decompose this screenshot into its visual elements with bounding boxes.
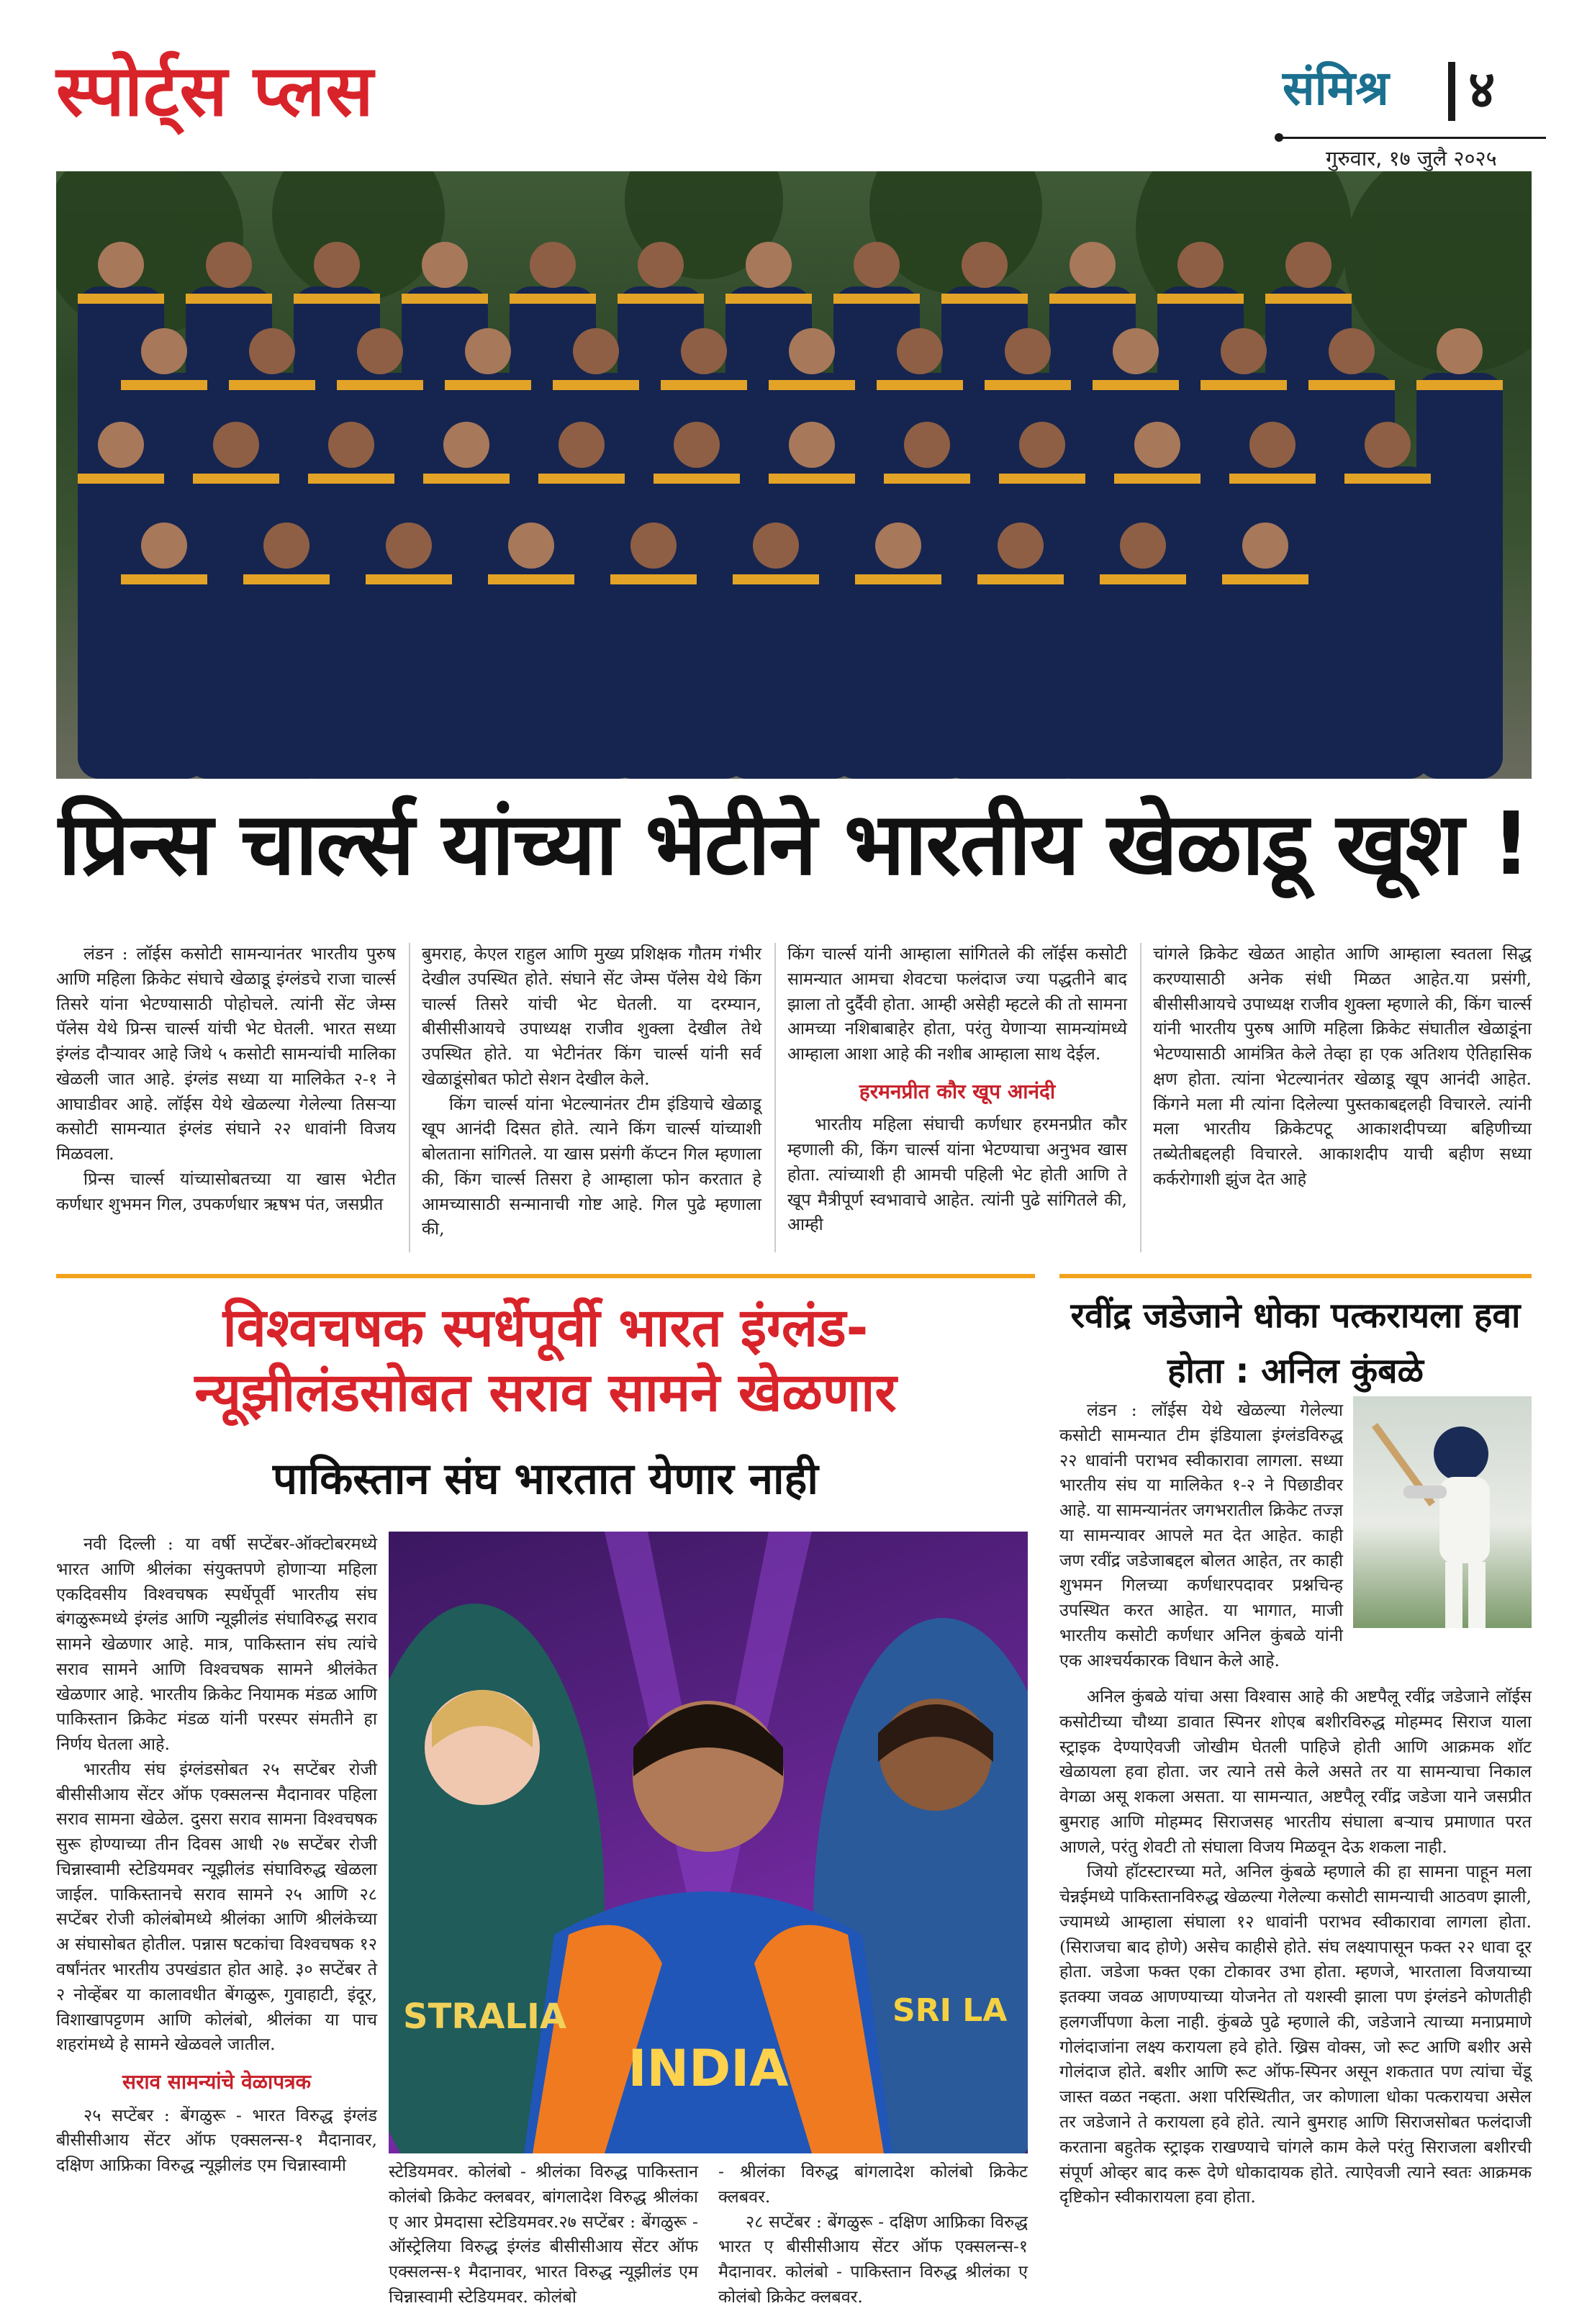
story2-column-3 — [718, 2159, 1028, 2310]
jersey-trim — [510, 294, 596, 304]
player-head — [1113, 328, 1159, 374]
column-rule — [409, 943, 410, 1252]
story2-headline — [56, 1296, 1035, 1426]
player-head — [1070, 242, 1116, 288]
player-head — [206, 242, 252, 288]
player-head — [897, 328, 943, 374]
jersey-trim — [193, 474, 279, 484]
jersey-trim — [725, 294, 812, 304]
jersey-trim — [1049, 294, 1136, 304]
player-head — [1134, 422, 1180, 468]
player-head — [638, 242, 684, 288]
player-head — [314, 242, 360, 288]
jersey-trim — [402, 294, 488, 304]
jersey-trim — [1100, 574, 1186, 584]
story2-column-2 — [389, 2159, 698, 2310]
schedule-para1: २५ सप्टेंबर : बेंगळुरू - भारत विरुद्ध इंग्लंड बीसीसीआय सेंटर ऑफ एक्सलन्स-१ मैदानावर, दक्षिण आफ्रिका विरुद्ध न्यूझीलंड एम चिन्नास्वामी — [56, 2104, 377, 2176]
player-head — [465, 328, 511, 374]
jersey-trim — [78, 474, 164, 484]
jersey-trim — [769, 474, 855, 484]
player-head — [249, 328, 295, 374]
player-head — [681, 328, 727, 374]
player-head — [875, 523, 921, 569]
player-head — [263, 523, 309, 569]
harmanpreet-subhead: हरमनप्रीत कौर खूप आनंदी — [859, 1079, 1056, 1103]
jadeja-batting-photo — [1353, 1396, 1532, 1628]
jersey-trim — [1222, 574, 1308, 584]
player-head — [1329, 328, 1375, 374]
player-head — [1437, 328, 1483, 374]
player-head — [789, 328, 835, 374]
player-head — [1019, 422, 1065, 468]
lead-col2-para1: बुमराह, केएल राहुल आणि मुख्य प्रशिक्षक गौतम गंभीर देखील उपस्थित होते. संघाने सेंट जेम्स पॅलेस येथे किंग चार्ल्स तिसरे यांची भेट घेतली. या दरम्यान, बीसीसीआयचे उपाध्यक्ष राजीव शुक्ला देखील तेथे उपस्थित होते. या भेटीनंतर किंग चार्ल्स यांनी सर्व खेळाडूंसोबत फोटो सेशन देखील केले. — [422, 944, 761, 1089]
issue-date: गुरुवार, १७ जुलै २०२५ — [1326, 146, 1497, 171]
story2-para1: नवी दिल्ली : या वर्षी सप्टेंबर-ऑक्टोबरमध्ये भारत आणि श्रीलंका संयुक्तपणे होणाऱ्या महिला एकदिवसीय विश्वचषक स्पर्धेपूर्वी भारतीय संघ बंगळुरूमध्ये इंग्लंड आणि न्यूझीलंड संघाविरुद्ध सराव सामने खेळणार आहे. मात्र, पाकिस्तान संघ त्यांचे सराव सामने आणि विश्वचषक सामने श्रीलंकेत खेळणार आहे. भारतीय क्रिकेट नियामक मंडळ आणि पाकिस्तान क्रिकेट मंडळ यांनी परस्पर संमतीने हा निर्णय घेतला आहे. — [56, 1534, 377, 1755]
page-number: ४ — [1468, 59, 1496, 119]
lead-column-2 — [422, 941, 761, 1242]
jersey-trim — [833, 294, 920, 304]
story2-headline-line2: न्यूझीलंडसोबत सराव सामने खेळणार — [194, 1362, 897, 1424]
jersey-trim — [1416, 380, 1503, 390]
player-jersey — [733, 567, 819, 779]
masthead-rule — [1280, 137, 1546, 139]
jersey-trim — [1093, 380, 1179, 390]
jersey-trim — [445, 380, 531, 390]
player-head — [559, 422, 605, 468]
player-head — [422, 242, 468, 288]
player-head — [753, 523, 799, 569]
jersey-trim — [229, 380, 315, 390]
lead-col4-para1: चांगले क्रिकेट खेळत आहोत आणि आम्हाला स्वतला सिद्ध करण्यासाठी अनेक संधी मिळत आहेत.या प्रसंगी, बीसीसीआयचे उपाध्यक्ष राजीव शुक्ला म्हणाले की, किंग चार्ल्स यांनी भारतीय पुरुष आणि महिला क्रिकेट संघातील खेळाडूंना भेटण्यासाठी आमंत्रित केले तेव्हा हा एक अतिशय ऐतिहासिक क्षण होता. त्यांना भेटल्यानंतर खेळाडू खूप आनंदी आहेत. किंगने मला मी त्यांना दिलेल्या पुस्तकाबद्दलही विचारले. त्यांनी मला भारतीय क्रिकेटपटू आकाशदीपच्या बहिणीच्या तब्येतीबद्दलही विचारले. आकाशदीप याची बहीण सध्या कर्करोगाशी झुंज देत आहे — [1153, 944, 1532, 1189]
player-head — [98, 422, 144, 468]
player-jersey — [977, 567, 1064, 779]
jersey-trim — [733, 574, 819, 584]
jersey-trim — [121, 574, 207, 584]
story2-para2: भारतीय संघ इंग्लंडसोबत २५ सप्टेंबर रोजी बीसीसीआय सेंटर ऑफ एक्सलन्स मैदानावर पहिला सराव सामना खेळेल. दुसरा सराव सामना विश्वचषक सुरू होण्याच्या तीन दिवस आधी २७ सप्टेंबर रोजी चिन्नास्वामी स्टेडियमवर न्यूझीलंड संघाविरुद्ध खेळला जाईल. पाकिस्तानचे सराव सामने २५ आणि २८ सप्टेंबर रोजी कोलंबोमध्ये श्रीलंका आणि श्रीलंकेच्या अ संघासोबत होतील. पन्नास षटकांचा विश्वचषक १२ वर्षांनंतर भारतीय उपखंडात होत आहे. ३० सप्टेंबर ते २ नोव्हेंबर या कालावधीत बेंगळुरू, गुवाहाटी, इंदूर, विशाखापट्टणम आणि कोलंबो, श्रीलंका या पाच शहरांमध्ये हे सामने खेळवले जातील. — [56, 1758, 377, 2055]
jersey-trim — [999, 474, 1085, 484]
jersey-trim — [941, 294, 1028, 304]
player-jersey — [366, 567, 452, 779]
player-jersey — [1344, 466, 1431, 779]
player-head — [854, 242, 900, 288]
jersey-trim — [610, 574, 697, 584]
jersey-trim — [294, 294, 380, 304]
jersey-trim — [186, 294, 272, 304]
jersey-trim — [985, 380, 1071, 390]
story3-column-full — [1059, 1684, 1532, 2210]
player-head — [530, 242, 576, 288]
jersey-trim — [618, 294, 704, 304]
player-head — [1177, 242, 1224, 288]
schedule-para4: २८ सप्टेंबर : बेंगळुरू - दक्षिण आफ्रिका विरुद्ध भारत ए बीसीसीआय सेंटर ऑफ एक्सलन्स-१ मैदानावर. कोलंबो - पाकिस्तान विरुद्ध श्रीलंका ए कोलंबो क्रिकेट क्लबवर. — [718, 2211, 1028, 2307]
story3-headline: रवींद्र जडेजाने धोका पत्करायला हवा होता : अनिल कुंबळे — [1070, 1296, 1521, 1391]
lead-col3-para2: भारतीय महिला संघाची कर्णधार हरमनप्रीत कौर म्हणाली की, किंग चार्ल्स यांना भेटण्याचा अनुभव खास होता. त्यांच्याशी ही आमची पहिली भेट होती आणि ते खूप मैत्रीपूर्ण स्वभावाचे आहेत. त्यांनी पुढे सांगितले की, आम्ही — [787, 1114, 1127, 1235]
player-head — [1221, 328, 1267, 374]
player-head — [1242, 523, 1288, 569]
jersey-trim — [1229, 474, 1316, 484]
jersey-trim — [855, 574, 941, 584]
schedule-subhead: सराव सामन्यांचे वेळापत्रक — [122, 2070, 312, 2094]
player-head — [386, 523, 432, 569]
player-head — [789, 422, 835, 468]
jersey-trim — [977, 574, 1064, 584]
player-head — [573, 328, 619, 374]
player-head — [962, 242, 1008, 288]
team-with-king-photo — [56, 171, 1532, 779]
jersey-trim — [366, 574, 452, 584]
story3-para1: लंडन : लॉईस येथे खेळल्या गेलेल्या कसोटी सामन्यात टीम इंडियाला इंग्लंडविरुद्ध २२ धावांनी पराभव स्वीकारावा लागला. सध्या भारतीय संघ या मालिकेत १-२ ने पिछाडीवर आहे. या सामन्यानंतर जगभरातील क्रिकेट तज्ज्ञ या सामन्यावर आपले मत देत आहेत. काही जण रवींद्र जडेजाबद्दल बोलत आहेत, तर काही शुभमन गिलच्या कर्णधारपदावर प्रश्नचिन्ह उपस्थित करत आहेत. या भागात, माजी भारतीय कसोटी कर्णधार अनिल कुंबळे यांनी एक आश्चर्यकारक विधान केले आहे. — [1059, 1400, 1343, 1670]
player-head — [141, 523, 187, 569]
jersey-trim — [78, 294, 164, 304]
story3-para2: अनिल कुंबळे यांचा असा विश्वास आहे की अष्टपैलू रवींद्र जडेजाने लॉईस कसोटीच्या चौथ्या डावात स्पिनर शोएब बशीरविरुद्ध मोहम्मद सिराज याला स्ट्राइक देण्याऐवजी जोखीम घेतली पाहिजे होती आणि आक्रमक शॉट खेळायला हवा होता. जर त्याने तसे केले असते तर या सामन्याचा निकाल वेगळा असू शकला असता. या सामन्यात, अष्टपैलू रवींद्र जडेजा याने जसप्रीत बुमराह आणि मोहम्मद सिराजसह भारतीय संघाला बऱ्याच प्रमाणात परत आणले, परंतु शेवटी तो संघाला विजय मिळवून देऊ शकला नाही. — [1059, 1686, 1532, 1857]
player-head — [1365, 422, 1411, 468]
player-head — [630, 523, 677, 569]
jersey-trim — [654, 474, 740, 484]
jersey-trim — [423, 474, 510, 484]
player-head — [998, 523, 1044, 569]
jersey-trim — [243, 574, 330, 584]
jersey-trim — [769, 380, 855, 390]
section-rule — [56, 1274, 1035, 1278]
jersey-trim — [1344, 474, 1431, 484]
lead-col3-para1: किंग चार्ल्स यांनी आम्हाला सांगितले की लॉईस कसोटी सामन्यात आमचा शेवटचा फलंदाज ज्या पद्धतीने बाद झाला तो दुर्दैवी होता. आम्ही असेही म्हटले की तो सामना आमच्या नशिबाबाहेर होता, परंतु येणाऱ्या सामन्यांमध्ये आम्हाला आशा आहे की नशीब आम्हाला साथ देईल. — [787, 944, 1127, 1064]
player-jersey — [121, 567, 207, 779]
jersey-trim — [538, 474, 625, 484]
jersey-text-srilanka: SRI LA — [892, 1992, 1008, 2029]
jersey-text-india: INDIA — [628, 2039, 789, 2098]
jersey-trim — [553, 380, 639, 390]
lead-headline: प्रिन्स चार्ल्स यांच्या भेटीने भारतीय खेळाडू खूश ! — [58, 795, 1529, 895]
section-rule — [1059, 1274, 1532, 1278]
jersey-trim — [121, 380, 207, 390]
jersey-trim — [308, 474, 394, 484]
player-head — [141, 328, 187, 374]
player-head — [213, 422, 259, 468]
player-head — [746, 242, 792, 288]
story2-deck: पाकिस्तान संघ भारतात येणार नाही — [273, 1454, 818, 1504]
jersey-trim — [1308, 380, 1395, 390]
player-jersey — [855, 567, 941, 779]
player-head — [357, 328, 403, 374]
player-head — [1285, 242, 1331, 288]
lead-column-4 — [1153, 941, 1532, 1192]
jersey-trim — [1201, 380, 1287, 390]
lead-column-3 — [787, 941, 1127, 1237]
player-head — [98, 242, 144, 288]
batsman-illustration — [1353, 1396, 1532, 1628]
jersey-trim — [884, 474, 970, 484]
story3-para3: जियो हॉटस्टारच्या मते, अनिल कुंबळे म्हणाले की हा सामना पाहून मला चेन्नईमध्ये पाकिस्तानविरुद्ध खेळल्या गेलेल्या कसोटी सामन्याची आठवण झाली, ज्यामध्ये आम्हाला संघाला १२ धावांनी पराभव स्वीकारावा लागला होता. (सिराजचा बाद होणे) असेच काहीसे होते. संघ लक्ष्यापासून फक्त २२ धावा दूर होता. जडेजा फक्त एका टोकावर उभा होता. म्हणजे, भारताला विजयाच्या इतक्या जवळ आणण्याच्या योजनेत तो यशस्वी झाला पण इंग्लंडने कोणतीही हलगर्जीपणा केला नाही. कुंबळे पुढे म्हणाले की, जडेजाने त्याच्या मनाप्रमाणे गोलंदाजांना लक्ष्य करायला हवे होते. ख्रिस वोक्स, जो रूट आणि बशीर असे गोलंदाज होते. बशीर आणि रूट ऑफ-स्पिनर असून शकतात पण त्यांचा चेंडू जास्त वळत नव्हता. अशा परिस्थितीत, जर कोणाला धोका पत्करायचा असेल तर जडेजाने ते करायला हवे होते. त्याने बुमराह आणि सिराजसोबत फलंदाजी करताना बहुतेक स्ट्राइक राखण्याचे चांगले काम केले परंतु सिराजला बशीरची संपूर्ण ओव्हर बाद करू देणे धोकादायक होते. त्याऐवजी त्याने स्वतः आक्रमक दृष्टिकोन स्वीकारायला हवा होता. — [1059, 1861, 1532, 2207]
story2-column-1 — [56, 1532, 377, 2178]
captains-illustration — [389, 1532, 1028, 2153]
lead-col1-para1: लंडन : लॉईस कसोटी सामन्यानंतर भारतीय पुरुष आणि महिला क्रिकेट संघाचे खेळाडू इंग्लंडचे राजा चार्ल्स तिसरे यांना भेटण्यासाठी पोहोचले. त्यांनी सेंट जेम्स पॅलेस येथे प्रिन्स चार्ल्स यांची भेट घेतली. भारत सध्या इंग्लंड दौऱ्यावर आहे जिथे ५ कसोटी सामन्यांची मालिका खेळली जात आहे. इंग्लंड सध्या या मालिकेत २-१ ने आघाडीवर आहे. लॉईस येथे खेळल्या गेलेल्या तिसऱ्या कसोटी सामन्यात इंग्लंड संघाने २२ धावांनी विजय मिळवला. — [56, 944, 396, 1165]
jersey-trim — [488, 574, 574, 584]
player-head — [443, 422, 489, 468]
jersey-trim — [337, 380, 423, 390]
player-head — [1249, 422, 1296, 468]
lead-col1-para2: प्रिन्स चार्ल्स यांच्यासोबतच्या या खास भेटीत कर्णधार शुभमन गिल, उपकर्णधार ऋषभ पंत, जसप्रीत — [56, 1168, 396, 1214]
lead-col2-para2: किंग चार्ल्स यांना भेटल्यानंतर टीम इंडियाचे खेळाडू खूप आनंदी दिसत होते. त्याने किंग चार्ल्स यांच्याशी बोलताना सांगितले. या खास प्रसंगी कॅप्टन गिल म्हणाला की, किंग चार्ल्स तिसरा हे आम्हाला फोन करतात हे आमच्यासाठी सन्मानाची गोष्ट आहे. गिल पुढे म्हणाला की, — [422, 1093, 761, 1239]
player-jersey — [1100, 567, 1186, 779]
story3-column-wrap — [1059, 1398, 1343, 1673]
jersey-trim — [877, 380, 963, 390]
column-rule — [1140, 943, 1141, 1252]
masthead-divider — [1448, 62, 1455, 121]
women-captains-photo — [389, 1532, 1028, 2153]
player-head — [904, 422, 950, 468]
player-jersey — [243, 567, 330, 779]
player-head — [674, 422, 720, 468]
player-head — [328, 422, 374, 468]
player-head — [1120, 523, 1166, 569]
story2-headline-line1: विश्वचषक स्पर्धेपूर्वी भारत इंग्लंड- — [222, 1297, 869, 1359]
masthead-title: स्पोर्ट्स प्लस — [56, 50, 374, 132]
jersey-trim — [661, 380, 747, 390]
lead-column-1 — [56, 941, 396, 1216]
player-jersey — [1222, 567, 1308, 779]
jersey-text-australia: STRALIA — [403, 1997, 567, 2037]
jersey-trim — [1265, 294, 1352, 304]
schedule-para3: - श्रीलंका विरुद्ध बांगलादेश कोलंबो क्रिकेट क्लबवर. — [718, 2161, 1028, 2207]
player-jersey — [610, 567, 697, 779]
schedule-para2: स्टेडियमवर. कोलंबो - श्रीलंका विरुद्ध पाकिस्तान कोलंबो क्रिकेट क्लबवर, बांगलादेश विरुद्ध श्रीलंका ए आर प्रेमदासा स्टेडियमवर.२७ सप्टेंबर : बेंगळुरू - ऑस्ट्रेलिया विरुद्ध इंग्लंड बीसीसीआय सेंटर ऑफ एक्सलन्स-१ मैदानावर, भारत विरुद्ध न्यूझीलंड एम चिन्नास्वामी स्टेडियमवर. कोलंबो — [389, 2161, 698, 2307]
section-name: संमिश्र — [1283, 60, 1389, 116]
player-head — [508, 523, 554, 569]
player-jersey — [488, 567, 574, 779]
jersey-trim — [1114, 474, 1201, 484]
jersey-trim — [1157, 294, 1244, 304]
column-rule — [774, 943, 776, 1252]
player-head — [1005, 328, 1051, 374]
group-photo-illustration — [56, 171, 1532, 779]
